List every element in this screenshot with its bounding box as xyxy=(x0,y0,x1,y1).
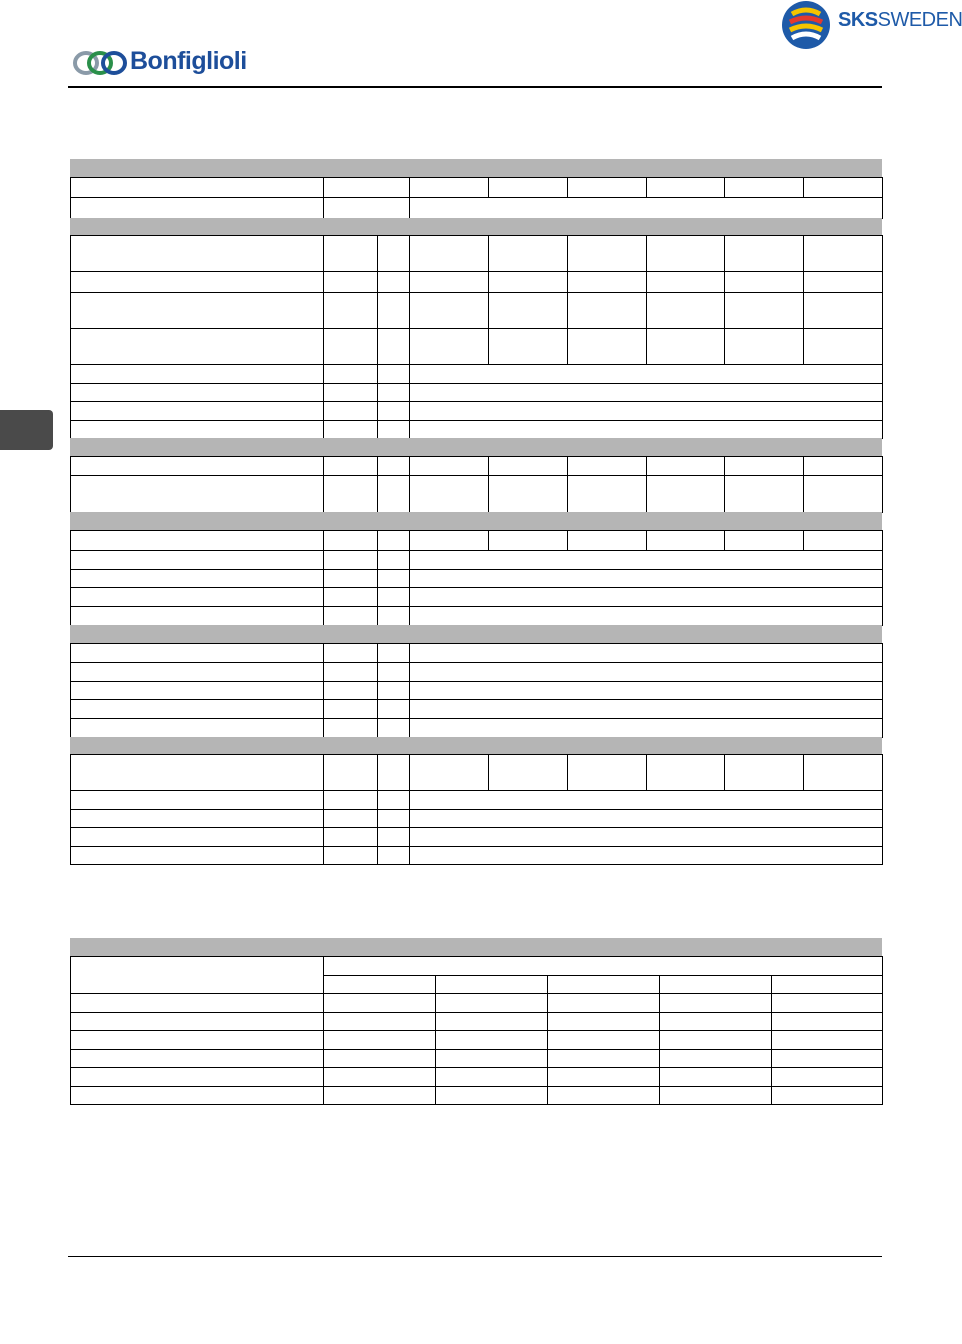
table-cell xyxy=(323,1086,436,1105)
table-cell xyxy=(803,754,883,791)
table-cell xyxy=(547,993,660,1013)
table-cell xyxy=(70,364,324,384)
table-cell xyxy=(323,1067,436,1087)
table-cell xyxy=(435,1067,548,1087)
table-cell xyxy=(547,1030,660,1050)
table-cell xyxy=(803,235,883,272)
table-cell xyxy=(409,790,883,810)
table-cell xyxy=(724,235,804,272)
table-cell xyxy=(409,662,883,682)
table-cell xyxy=(409,197,883,219)
table-cell xyxy=(435,975,548,994)
table-cell xyxy=(377,401,410,421)
table-cell xyxy=(646,475,725,513)
table-cell xyxy=(659,1049,772,1068)
table-cell xyxy=(70,271,324,293)
table-cell xyxy=(70,956,324,994)
table-cell xyxy=(377,530,410,551)
table-cell xyxy=(409,606,883,626)
table-cell xyxy=(377,292,410,329)
table-cell xyxy=(488,530,568,551)
table-cell xyxy=(803,456,883,476)
table-cell xyxy=(323,754,378,791)
table-cell xyxy=(377,587,410,607)
table-cell xyxy=(70,754,324,791)
table-cell xyxy=(567,328,647,365)
table-cell xyxy=(377,643,410,663)
table-cell xyxy=(409,846,883,865)
table-cell xyxy=(488,235,568,272)
table-cell xyxy=(377,809,410,828)
table-cell xyxy=(409,754,489,791)
table-cell xyxy=(323,681,378,700)
table-cell xyxy=(377,271,410,293)
sks-spiral-logo-icon xyxy=(778,0,834,50)
table-cell xyxy=(435,1012,548,1031)
table-cell xyxy=(70,587,324,607)
table-cell xyxy=(435,1049,548,1068)
table-cell xyxy=(724,530,804,551)
table-cell xyxy=(409,699,883,719)
table-cell xyxy=(323,550,378,570)
section-header-band xyxy=(70,737,882,754)
table-cell xyxy=(377,754,410,791)
table-cell xyxy=(488,177,568,198)
table-cell xyxy=(547,1067,660,1087)
table-cell xyxy=(377,718,410,738)
table-cell xyxy=(409,456,489,476)
table-cell xyxy=(70,718,324,738)
table-cell xyxy=(70,530,324,551)
table-cell xyxy=(70,569,324,588)
table-cell xyxy=(377,364,410,384)
table-cell xyxy=(323,530,378,551)
table-cell xyxy=(323,790,378,810)
table-cell xyxy=(547,1086,660,1105)
table-cell xyxy=(323,383,378,402)
table-cell xyxy=(659,1030,772,1050)
table-cell xyxy=(409,364,883,384)
table-cell xyxy=(70,1086,324,1105)
table-cell xyxy=(70,643,324,663)
table-cell xyxy=(646,177,725,198)
partner-logo-rest: SWEDEN xyxy=(877,9,962,31)
table-cell xyxy=(488,271,568,293)
table-cell xyxy=(771,1030,883,1050)
table-cell xyxy=(323,975,436,994)
table-cell xyxy=(724,328,804,365)
table-cell xyxy=(435,1030,548,1050)
table-cell xyxy=(724,475,804,513)
section-header-band xyxy=(70,218,882,235)
table-cell xyxy=(377,699,410,719)
table-cell xyxy=(377,550,410,570)
table-cell xyxy=(323,364,378,384)
table-cell xyxy=(567,475,647,513)
table-cell xyxy=(547,975,660,994)
table-cell xyxy=(803,177,883,198)
table-cell xyxy=(70,1049,324,1068)
table-cell xyxy=(659,1012,772,1031)
table-cell xyxy=(377,569,410,588)
table-cell xyxy=(435,1086,548,1105)
table-cell xyxy=(409,292,489,329)
table-cell xyxy=(646,456,725,476)
table-cell xyxy=(409,587,883,607)
table-cell xyxy=(377,790,410,810)
table-cell xyxy=(409,235,489,272)
table-cell xyxy=(70,292,324,329)
table-cell xyxy=(646,271,725,293)
partner-logo-bold: SKS xyxy=(838,9,878,31)
table-cell xyxy=(323,846,378,865)
table-cell xyxy=(323,292,378,329)
table-cell xyxy=(547,1049,660,1068)
table-cell xyxy=(377,662,410,682)
section-header-band xyxy=(70,625,882,643)
table-cell xyxy=(409,177,489,198)
table-cell xyxy=(70,1030,324,1050)
table-cell xyxy=(547,1012,660,1031)
table-cell xyxy=(659,1086,772,1105)
table-cell xyxy=(567,177,647,198)
table-cell xyxy=(377,383,410,402)
table-cell xyxy=(70,420,324,439)
table-cell xyxy=(70,827,324,847)
table-cell xyxy=(724,754,804,791)
table-cell xyxy=(803,271,883,293)
table-cell xyxy=(323,328,378,365)
table-cell xyxy=(377,235,410,272)
table-cell xyxy=(70,235,324,272)
table-cell xyxy=(771,1086,883,1105)
table-cell xyxy=(409,550,883,570)
table-cell xyxy=(323,827,378,847)
table-cell xyxy=(323,475,378,513)
table-cell xyxy=(646,754,725,791)
table-cell xyxy=(70,550,324,570)
table-cell xyxy=(70,456,324,476)
table-cell xyxy=(409,681,883,700)
table-cell xyxy=(323,1049,436,1068)
table-cell xyxy=(409,643,883,663)
table-cell xyxy=(724,292,804,329)
table-cell xyxy=(659,993,772,1013)
table-cell xyxy=(323,401,378,421)
table-cell xyxy=(646,292,725,329)
table-cell xyxy=(70,790,324,810)
table-cell xyxy=(724,177,804,198)
table-cell xyxy=(409,383,883,402)
table-cell xyxy=(646,530,725,551)
table-cell xyxy=(488,456,568,476)
table-cell xyxy=(567,235,647,272)
brand-name: Bonfiglioli xyxy=(130,47,247,75)
table-cell xyxy=(70,606,324,626)
table-cell xyxy=(567,530,647,551)
table-cell xyxy=(70,662,324,682)
table-cell xyxy=(567,292,647,329)
table-cell xyxy=(771,1049,883,1068)
table-cell xyxy=(377,681,410,700)
table-cell xyxy=(70,681,324,700)
table-cell xyxy=(409,530,489,551)
table-cell xyxy=(323,235,378,272)
table-cell xyxy=(771,1067,883,1087)
header-rule xyxy=(68,86,882,88)
table-cell xyxy=(323,587,378,607)
table-cell xyxy=(323,643,378,663)
table-cell xyxy=(70,993,324,1013)
table-cell xyxy=(377,475,410,513)
table-cell xyxy=(323,699,378,719)
table-cell xyxy=(659,1067,772,1087)
table-cell xyxy=(323,1012,436,1031)
table-cell xyxy=(323,1030,436,1050)
section-header-band xyxy=(70,438,882,456)
table-cell xyxy=(803,328,883,365)
table-cell xyxy=(567,271,647,293)
table-cell xyxy=(323,993,436,1013)
table-cell xyxy=(409,271,489,293)
table-cell xyxy=(70,197,324,219)
table-cell xyxy=(377,420,410,439)
table-cell xyxy=(409,328,489,365)
table-cell xyxy=(488,754,568,791)
table-cell xyxy=(70,1012,324,1031)
table-cell xyxy=(70,809,324,828)
table-cell xyxy=(646,235,725,272)
section-header-band xyxy=(70,512,882,530)
table-cell xyxy=(323,197,410,219)
table-cell xyxy=(409,827,883,847)
table-cell xyxy=(646,328,725,365)
table-cell xyxy=(803,292,883,329)
table-cell xyxy=(409,475,489,513)
table-cell xyxy=(377,456,410,476)
table-cell xyxy=(377,846,410,865)
table-cell xyxy=(659,975,772,994)
table-cell xyxy=(323,662,378,682)
table-cell xyxy=(323,809,378,828)
table-cell xyxy=(377,606,410,626)
table-cell xyxy=(488,292,568,329)
table-cell xyxy=(377,827,410,847)
table-cell xyxy=(323,271,378,293)
table-cell xyxy=(409,569,883,588)
table-cell xyxy=(435,993,548,1013)
table-cell xyxy=(323,718,378,738)
table-cell xyxy=(323,606,378,626)
table-cell xyxy=(488,475,568,513)
table-cell xyxy=(771,1012,883,1031)
table-cell xyxy=(70,699,324,719)
table-cell xyxy=(70,383,324,402)
table-cell xyxy=(488,328,568,365)
table-cell xyxy=(771,993,883,1013)
table-cell xyxy=(70,475,324,513)
table-cell xyxy=(323,569,378,588)
table-cell xyxy=(70,401,324,421)
table-cell xyxy=(70,177,324,198)
table-cell xyxy=(724,456,804,476)
table-cell xyxy=(323,956,883,976)
table-cell xyxy=(409,809,883,828)
table-cell xyxy=(567,456,647,476)
table-cell xyxy=(409,401,883,421)
table-cell xyxy=(70,846,324,865)
table-cell xyxy=(567,754,647,791)
table-cell xyxy=(724,271,804,293)
table-cell xyxy=(70,328,324,365)
table-cell xyxy=(409,420,883,439)
section-header-band xyxy=(70,938,882,956)
section-header-band xyxy=(70,159,882,177)
table-cell xyxy=(803,530,883,551)
table-cell xyxy=(323,177,410,198)
footer-rule xyxy=(68,1256,882,1257)
table-cell xyxy=(70,1067,324,1087)
table-cell xyxy=(323,420,378,439)
chapter-tab xyxy=(0,410,53,450)
table-cell xyxy=(377,328,410,365)
partner-logo-text xyxy=(838,9,962,32)
table-cell xyxy=(409,718,883,738)
table-cell xyxy=(803,475,883,513)
table-cell xyxy=(771,975,883,994)
table-cell xyxy=(323,456,378,476)
